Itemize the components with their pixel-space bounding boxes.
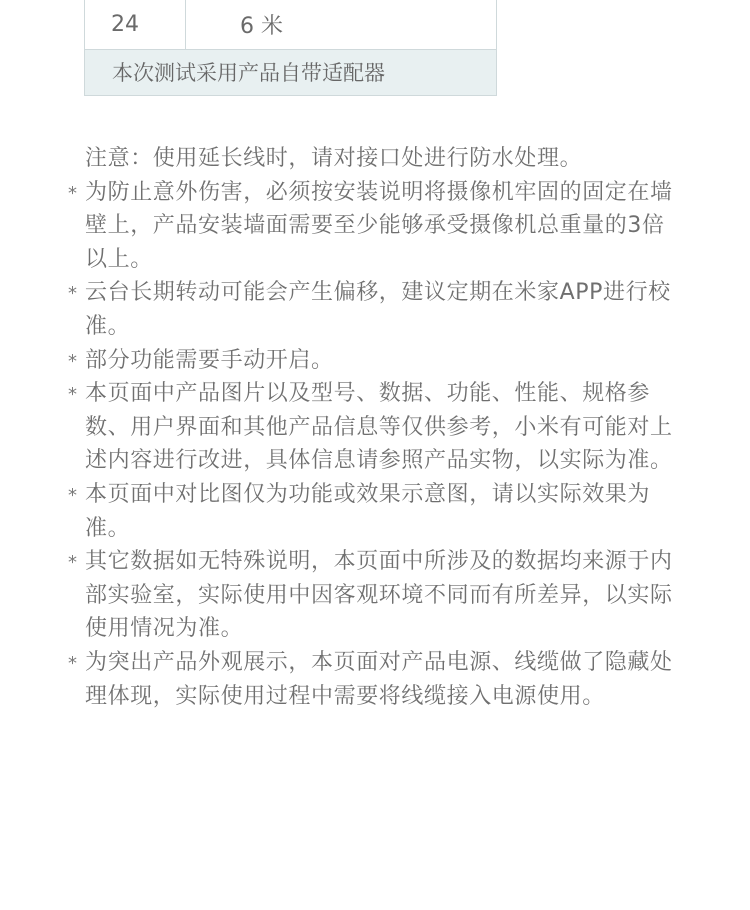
note-text: 云台长期转动可能会产生偏移，建议定期在米家APP进行校准。	[85, 280, 671, 339]
spec-table	[84, 0, 497, 96]
asterisk-mark: *	[68, 484, 78, 506]
table-cell-value: 24	[85, 0, 186, 49]
note-item	[68, 176, 678, 277]
asterisk-mark: *	[68, 652, 78, 674]
asterisk-mark: *	[68, 182, 78, 204]
asterisk-mark: *	[68, 350, 78, 372]
table-cell-length: 6 米	[186, 0, 497, 49]
note-waterproof	[68, 142, 678, 176]
note-item	[68, 478, 678, 545]
notes-section	[68, 142, 678, 713]
table-row	[85, 0, 497, 49]
table-footnote: 本次测试采用产品自带适配器	[85, 49, 497, 95]
note-text: 其它数据如无特殊说明，本页面中所涉及的数据均来源于内部实验室，实际使用中因客观环境不同而有所差异，以实际使用情况为准。	[85, 549, 673, 642]
note-text: 为防止意外伤害，必须按安装说明将摄像机牢固的固定在墙壁上，产品安装墙面需要至少能够承受摄像机总重量的3倍以上。	[85, 179, 673, 272]
note-item	[68, 344, 678, 378]
note-text: 本页面中对比图仅为功能或效果示意图，请以实际效果为准。	[85, 481, 651, 541]
note-item	[68, 646, 678, 713]
asterisk-mark: *	[68, 283, 78, 305]
note-text: 部分功能需要手动开启。	[85, 347, 334, 373]
note-item	[68, 545, 678, 646]
asterisk-mark: *	[68, 384, 78, 406]
note-item	[68, 377, 678, 478]
note-text: 本页面中产品图片以及型号、数据、功能、性能、规格参数、用户界面和其他产品信息等仅供参考，小米有可能对上述内容进行改进，具体信息请参照产品实物，以实际为准。	[85, 381, 673, 474]
asterisk-mark: *	[68, 552, 78, 574]
table-footer-row	[85, 49, 497, 95]
note-text: 注意：使用延长线时，请对接口处进行防水处理。	[85, 146, 583, 171]
note-text: 为突出产品外观展示，本页面对产品电源、线缆做了隐藏处理体现，实际使用过程中需要将线缆接入电源使用。	[85, 649, 673, 709]
note-item	[68, 276, 678, 343]
